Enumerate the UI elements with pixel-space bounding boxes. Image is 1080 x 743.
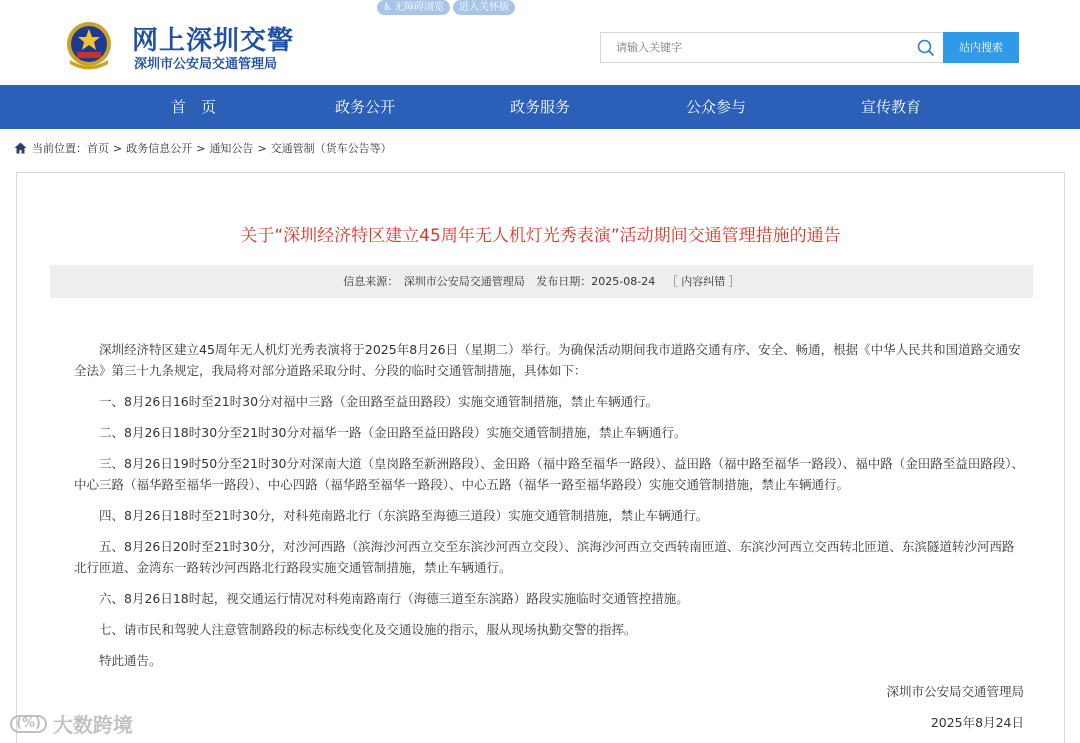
- barrier-free-button[interactable]: ♿ 无障碍浏览: [377, 0, 450, 15]
- site-subtitle: 深圳市公安局交通管理局: [134, 57, 278, 72]
- article-paragraph: 二、8月26日18时30分至21时30分对福华一路（金田路至益田路段）实施交通管制措施，禁止车辆通行。: [99, 425, 687, 440]
- nav-item-publicity-education[interactable]: 宣传教育: [861, 98, 922, 116]
- article-paragraph: 三、8月26日19时50分至21时30分对深南大道（皇岗路至新洲路段）、金田路（福中路至福华一路段）、益田路（福中路至福华一路段）、福中路（金田路至益田路段）、中心三路（福华路至福华一路段）、中心四路（福华路至福华一路段）、中心五路（福华一路至福华路段）实施交通管制措施，禁止车辆通行。: [74, 456, 1024, 492]
- nav-item-home[interactable]: 首 页: [171, 98, 217, 116]
- article-paragraph: 七、请市民和驾驶人注意管制路段的标志标线变化及交通设施的指示，服从现场执勤交警的指挥。: [99, 622, 637, 637]
- article-paragraph: 六、8月26日18时起，视交通运行情况对科苑南路南行（海德三道至东滨路）路段实施临时交通管控措施。: [99, 591, 689, 606]
- nav-item-public-participation[interactable]: 公众参与: [686, 98, 747, 116]
- article-meta: [50, 265, 1033, 298]
- meta-date: 发布日期：2025-08-24: [536, 275, 656, 288]
- main-nav: [0, 85, 1080, 129]
- nav-item-government-affairs[interactable]: 政务公开: [335, 98, 396, 116]
- meta-source: 信息来源： 深圳市公安局交通管理局: [343, 275, 525, 288]
- wheelchair-icon: ♿: [383, 2, 392, 13]
- home-icon: [14, 142, 27, 154]
- article-paragraph: 深圳经济特区建立45周年无人机灯光秀表演将于2025年8月26日（星期二）举行。为确保活动期间我市道路交通有序、安全、畅通，根据《中华人民共和国道路交通安全法》第三十九条规定，我局将对部分道路采取分时、分段的临时交通管制措施，具体如下：: [74, 342, 1021, 378]
- elderly-mode-button[interactable]: 进入关怀版: [453, 0, 515, 15]
- breadcrumb-gov-info[interactable]: 政务信息公开: [126, 142, 193, 155]
- breadcrumb-notices[interactable]: 通知公告: [209, 142, 254, 155]
- nav-item-government-services[interactable]: 政务服务: [510, 98, 571, 116]
- breadcrumb: [14, 140, 392, 156]
- article-paragraph: 五、8月26日20时至21时30分，对沙河西路（滨海沙河西立交至东滨沙河西立交段）、滨海沙河西立交西转南匝道、东滨沙河西立交西转北匝道、东滨隧道转沙河西路北行匝道、金湾东一路转沙河西路北行路段实施交通管制措施，禁止车辆通行。: [74, 539, 1015, 575]
- site-title: 网上深圳交警: [132, 26, 295, 56]
- breadcrumb-home[interactable]: 首页: [87, 142, 109, 155]
- breadcrumb-traffic-control[interactable]: 交通管制（货车公告等）: [270, 142, 392, 155]
- article-paragraph: 一、8月26日16时至21时30分对福中三路（金田路至益田路段）实施交通管制措施，禁止车辆通行。: [99, 394, 659, 409]
- breadcrumb-label: 当前位置：: [32, 142, 87, 155]
- watermark-logo: (%): [10, 715, 47, 733]
- watermark-text: 大数跨境: [52, 713, 133, 737]
- site-header: [0, 0, 1080, 85]
- search-button[interactable]: 站内搜索: [943, 32, 1019, 63]
- article-paragraph: 四、8月26日18时至21时30分，对科苑南路北行（东滨路至海德三道段）实施交通管制措施，禁止车辆通行。: [99, 508, 709, 523]
- watermark: [10, 709, 133, 738]
- article-paragraph: 特此通告。: [99, 653, 162, 668]
- search-icon[interactable]: [917, 39, 935, 57]
- content-correction-link[interactable]: ［ 内容纠错 ］: [666, 275, 740, 288]
- article-signature: 深圳市公安局交通管理局: [886, 684, 1024, 699]
- article-sign-date: 2025年8月24日: [930, 715, 1024, 730]
- breadcrumb-separator: >: [257, 141, 267, 155]
- article-title: 关于“深圳经济特区建立45周年无人机灯光秀表演”活动期间交通管理措施的通告: [240, 226, 841, 246]
- breadcrumb-separator: >: [196, 141, 206, 155]
- police-emblem-icon: [64, 20, 114, 72]
- search-box: [600, 32, 943, 63]
- search-input[interactable]: [601, 33, 901, 62]
- article-container: [16, 172, 1065, 743]
- breadcrumb-separator: >: [113, 141, 123, 155]
